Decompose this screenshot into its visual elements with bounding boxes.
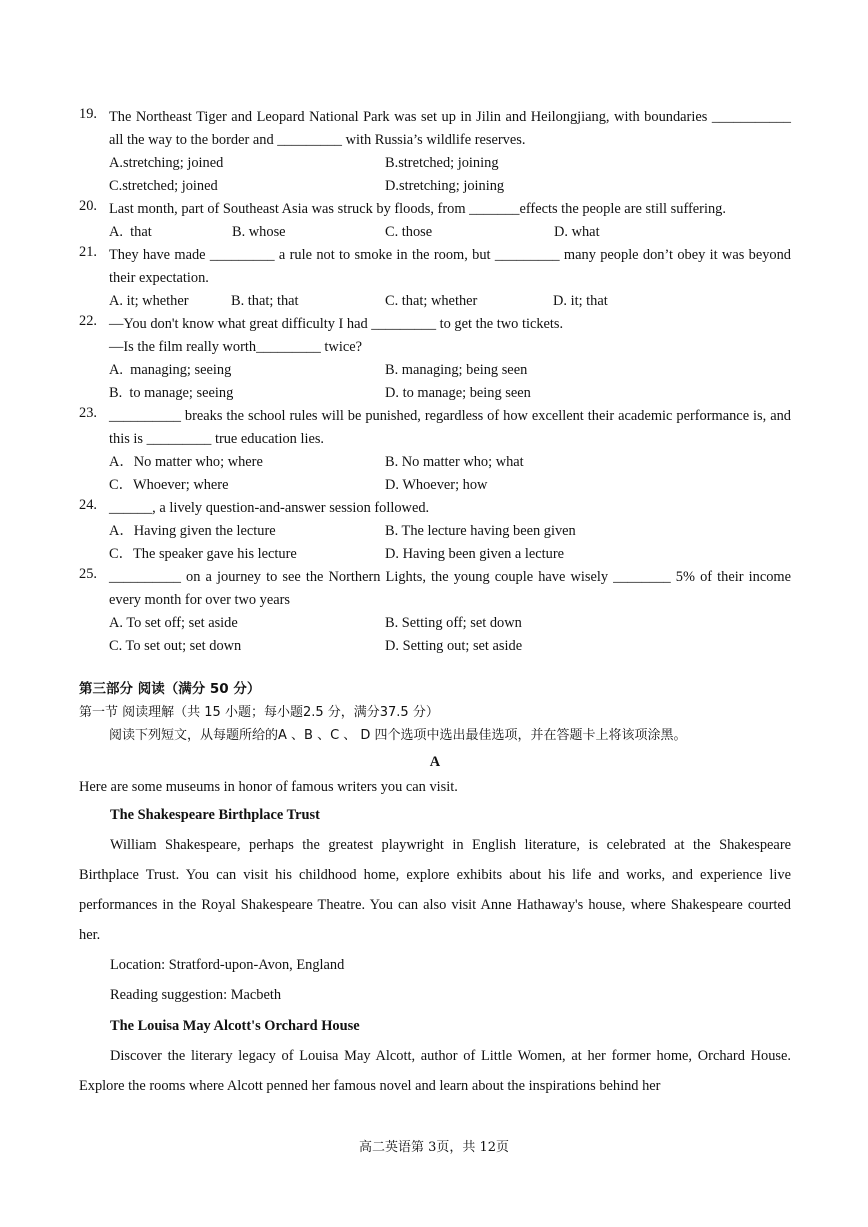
question-24 <box>79 497 791 566</box>
page-footer: 高二英语第 3页，共 12页 <box>358 1140 510 1155</box>
question-stem: The Northeast Tiger and Leopard National Park was set up in Jilin and Heilongjiang, with boundaries ___________ all the way to the border and _________ with Russia’s wildlife reserves. <box>109 109 791 148</box>
option-d: D. Setting out; set aside <box>385 638 523 654</box>
museum-body-shakespeare: William Shakespeare, perhaps the greatest playwright in English literature, is celebrated at the Shakespeare Birthplace Trust. You can visit his childhood home, explore exhibits about his life and works, and experience live performances in the Royal Shakespeare Theatre. You can also visit Anne Hathaway's house, where Shakespeare courted her. <box>79 837 791 943</box>
subsection-title: 第一节 阅读理解（共 15 小题；每小题2.5 分，满分37.5 分） <box>79 705 439 720</box>
option-c: C. To set out; set down <box>109 638 242 654</box>
option-c: C. that; whether <box>385 293 478 309</box>
reading-section <box>79 677 791 1101</box>
option-c: C．The speaker gave his lecture <box>109 546 297 562</box>
option-c: C.stretched; joined <box>109 178 218 194</box>
option-d: D. Whoever; how <box>385 477 488 493</box>
option-a: A. To set off; set aside <box>109 615 238 631</box>
museum-body-alcott: Discover the literary legacy of Louisa May Alcott, author of Little Women, at her former home, Orchard House. Explore the rooms where Alcott penned her famous novel and learn about the inspirations behind her <box>79 1048 791 1094</box>
section-title: 第三部分 阅读（满分 50 分） <box>79 681 261 697</box>
question-stem-reply: —Is the film really worth_________ twice? <box>109 339 362 355</box>
question-number: 23. <box>79 405 97 421</box>
museum-title-shakespeare: The Shakespeare Birthplace Trust <box>110 807 320 823</box>
question-number: 20. <box>79 198 97 214</box>
option-b: B.stretched; joining <box>385 155 499 171</box>
option-c: C. those <box>385 224 433 240</box>
question-number: 24. <box>79 497 97 513</box>
question-number: 22. <box>79 313 97 329</box>
option-d: D. it; that <box>553 293 608 309</box>
option-a: A．No matter who; where <box>109 454 263 470</box>
question-22 <box>79 313 791 405</box>
option-b: B. managing; being seen <box>385 362 528 378</box>
option-d: D. to manage; being seen <box>385 385 531 401</box>
question-stem: __________ breaks the school rules will be punished, regardless of how excellent their academic performance is, and this is _________ true education lies. <box>109 408 791 447</box>
question-21 <box>79 244 791 313</box>
question-stem: __________ on a journey to see the Northern Lights, the young couple have wisely ________ 5% of their income every month for over two years <box>109 569 791 608</box>
museum-location-shakespeare: Location: Stratford-upon-Avon, England <box>110 957 345 973</box>
question-20 <box>79 198 791 244</box>
option-c: B. to manage; seeing <box>109 385 234 401</box>
option-c: C．Whoever; where <box>109 477 229 493</box>
question-25 <box>79 566 791 658</box>
question-number: 21. <box>79 244 97 260</box>
instructions: 阅读下列短文，从每题所给的A 、B 、C 、 D 四个选项中选出最佳选项，并在答题卡上将该项涂黑。 <box>109 728 687 743</box>
museum-title-alcott: The Louisa May Alcott's Orchard House <box>110 1018 360 1034</box>
question-19 <box>79 106 791 198</box>
option-a: A. managing; seeing <box>109 362 232 378</box>
question-stem: Last month, part of Southeast Asia was struck by floods, from _______effects the people are still suffering. <box>109 201 726 217</box>
option-b: B. that; that <box>231 293 299 309</box>
question-number: 19. <box>79 106 97 122</box>
option-d: D.stretching; joining <box>385 178 505 194</box>
option-b: B. The lecture having been given <box>385 523 576 539</box>
question-23 <box>79 405 791 497</box>
option-a: A．Having given the lecture <box>109 523 276 539</box>
museum-reading-shakespeare: Reading suggestion: Macbeth <box>110 987 282 1003</box>
question-stem: —You don't know what great difficulty I had _________ to get the two tickets. <box>109 316 564 332</box>
option-d: D. Having been given a lecture <box>385 546 565 562</box>
option-b: B. Setting off; set down <box>385 615 522 631</box>
option-a: A. it; whether <box>109 293 189 309</box>
option-a: A. that <box>109 224 152 240</box>
question-stem: ______, a lively question-and-answer session followed. <box>109 500 430 516</box>
option-d: D. what <box>554 224 600 240</box>
option-b: B. No matter who; what <box>385 454 524 470</box>
passage-intro: Here are some museums in honor of famous writers you can visit. <box>79 779 458 795</box>
question-stem: They have made _________ a rule not to smoke in the room, but _________ many people don’t obey it was beyond their expectation. <box>109 247 791 286</box>
option-b: B. whose <box>232 224 286 240</box>
question-number: 25. <box>79 566 97 582</box>
passage-label: A <box>429 754 441 770</box>
multiple-choice-section <box>79 106 791 658</box>
option-a: A.stretching; joined <box>109 155 224 171</box>
